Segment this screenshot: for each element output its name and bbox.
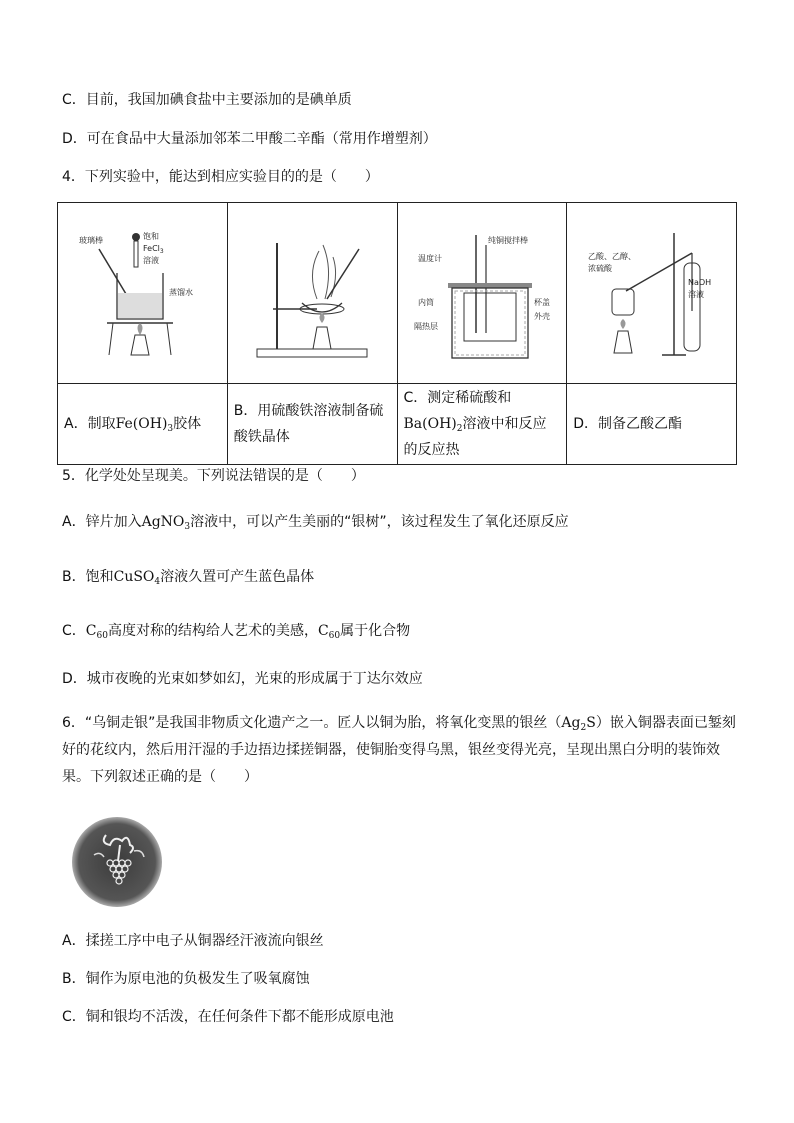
q6-stem: 6．“乌铜走银”是我国非物质文化遗产之一。匠人以铜为胎，将氧化变黑的银丝$(Ag_2S)$嵌入铜器表面已錾刻好的花纹内，然后用汗湿的手边捂边揉搓铜器，使铜胎变得乌黑，银丝变得光亮，呈现出黑白分明的装饰效果。下列叙述正确的是（ ） [62, 715, 736, 785]
fig-c-lid-label: 杯盖 [533, 298, 550, 307]
wu-tong-zou-yin-photo [70, 815, 165, 910]
fig-b-cell [227, 203, 397, 384]
q3-option-c: C．目前，我国加碘食盐中主要添加的是碘单质 [62, 92, 352, 108]
fig-a-cell [58, 203, 228, 384]
fig-a-bottle-label-2: FeCl$_3$ [143, 244, 165, 255]
fig-a-rod-label: 玻璃棒 [79, 236, 104, 245]
fig-c-cell [397, 203, 567, 384]
fig-d-naoh-label-2: 溶液 [687, 290, 704, 299]
q3-option-d: D．可在食品中大量添加邻苯二甲酸二辛酯（常用作增塑剂） [62, 131, 437, 147]
fig-c-stirrer-label: 纯铜搅拌棒 [487, 236, 528, 245]
fig-a-bottle-label-1: 饱和 [143, 232, 160, 241]
caption-a: A．制取$Fe(OH)_3$胶体 [58, 384, 228, 465]
q5-option-b: B．饱和CuSO$_4$溶液久置可产生蓝色晶体 [62, 569, 315, 587]
fig-c-inner-label: 内筒 [417, 298, 434, 307]
fig-d-reagents-label: 乙酸、乙醇、 [587, 252, 636, 261]
fig-d-cell [567, 203, 737, 384]
q5-option-a: A．锌片加入AgNO$_3$溶液中，可以产生美丽的“银树”，该过程发生了氧化还原反应 [62, 514, 569, 532]
fig-d-reagents-label-2: 浓硫酸 [587, 264, 612, 273]
fig-c-thermometer-label: 温度计 [417, 254, 442, 263]
q5-stem: 5．化学处处呈现美。下列说法错误的是（ ） [62, 468, 365, 484]
q6-option-c: C．铜和银均不活泼，在任何条件下都不能形成原电池 [62, 1009, 394, 1025]
q5-option-d: D．城市夜晚的光束如梦如幻，光束的形成属于丁达尔效应 [62, 671, 423, 687]
q5-option-c: C．$C_{60}$高度对称的结构给人艺术的美感，$C_{60}$属于化合物 [62, 623, 411, 641]
q6-option-b: B．铜作为原电池的负极发生了吸氧腐蚀 [62, 971, 310, 987]
fig-a-bottle-label-3: 溶液 [143, 256, 160, 265]
fig-d-ester-setup-diagram [582, 223, 722, 363]
caption-d: D．制备乙酸乙酯 [567, 384, 737, 465]
q4-experiment-table [57, 202, 737, 465]
fig-d-naoh-label: NaOH [687, 278, 711, 287]
q4-stem: 4．下列实验中，能达到相应实验目的的是（ ） [62, 169, 379, 185]
caption-c: C．测定稀硫酸和$Ba(OH)_2$溶液中和反应的反应热 [397, 384, 567, 465]
q6-option-a: A．揉搓工序中电子从铜器经汗液流向银丝 [62, 933, 324, 949]
fig-b-evaporating-dish-diagram [247, 223, 377, 363]
caption-b: B．用硫酸铁溶液制备硫酸铁晶体 [227, 384, 397, 465]
fig-c-insulation-label: 隔热层 [413, 322, 438, 331]
fig-a-beaker-heating-diagram [77, 223, 207, 363]
fig-c-calorimeter-diagram [398, 223, 578, 363]
fig-c-outer-label: 外壳 [533, 312, 550, 321]
fig-a-water-label: 蒸馏水 [169, 288, 194, 297]
